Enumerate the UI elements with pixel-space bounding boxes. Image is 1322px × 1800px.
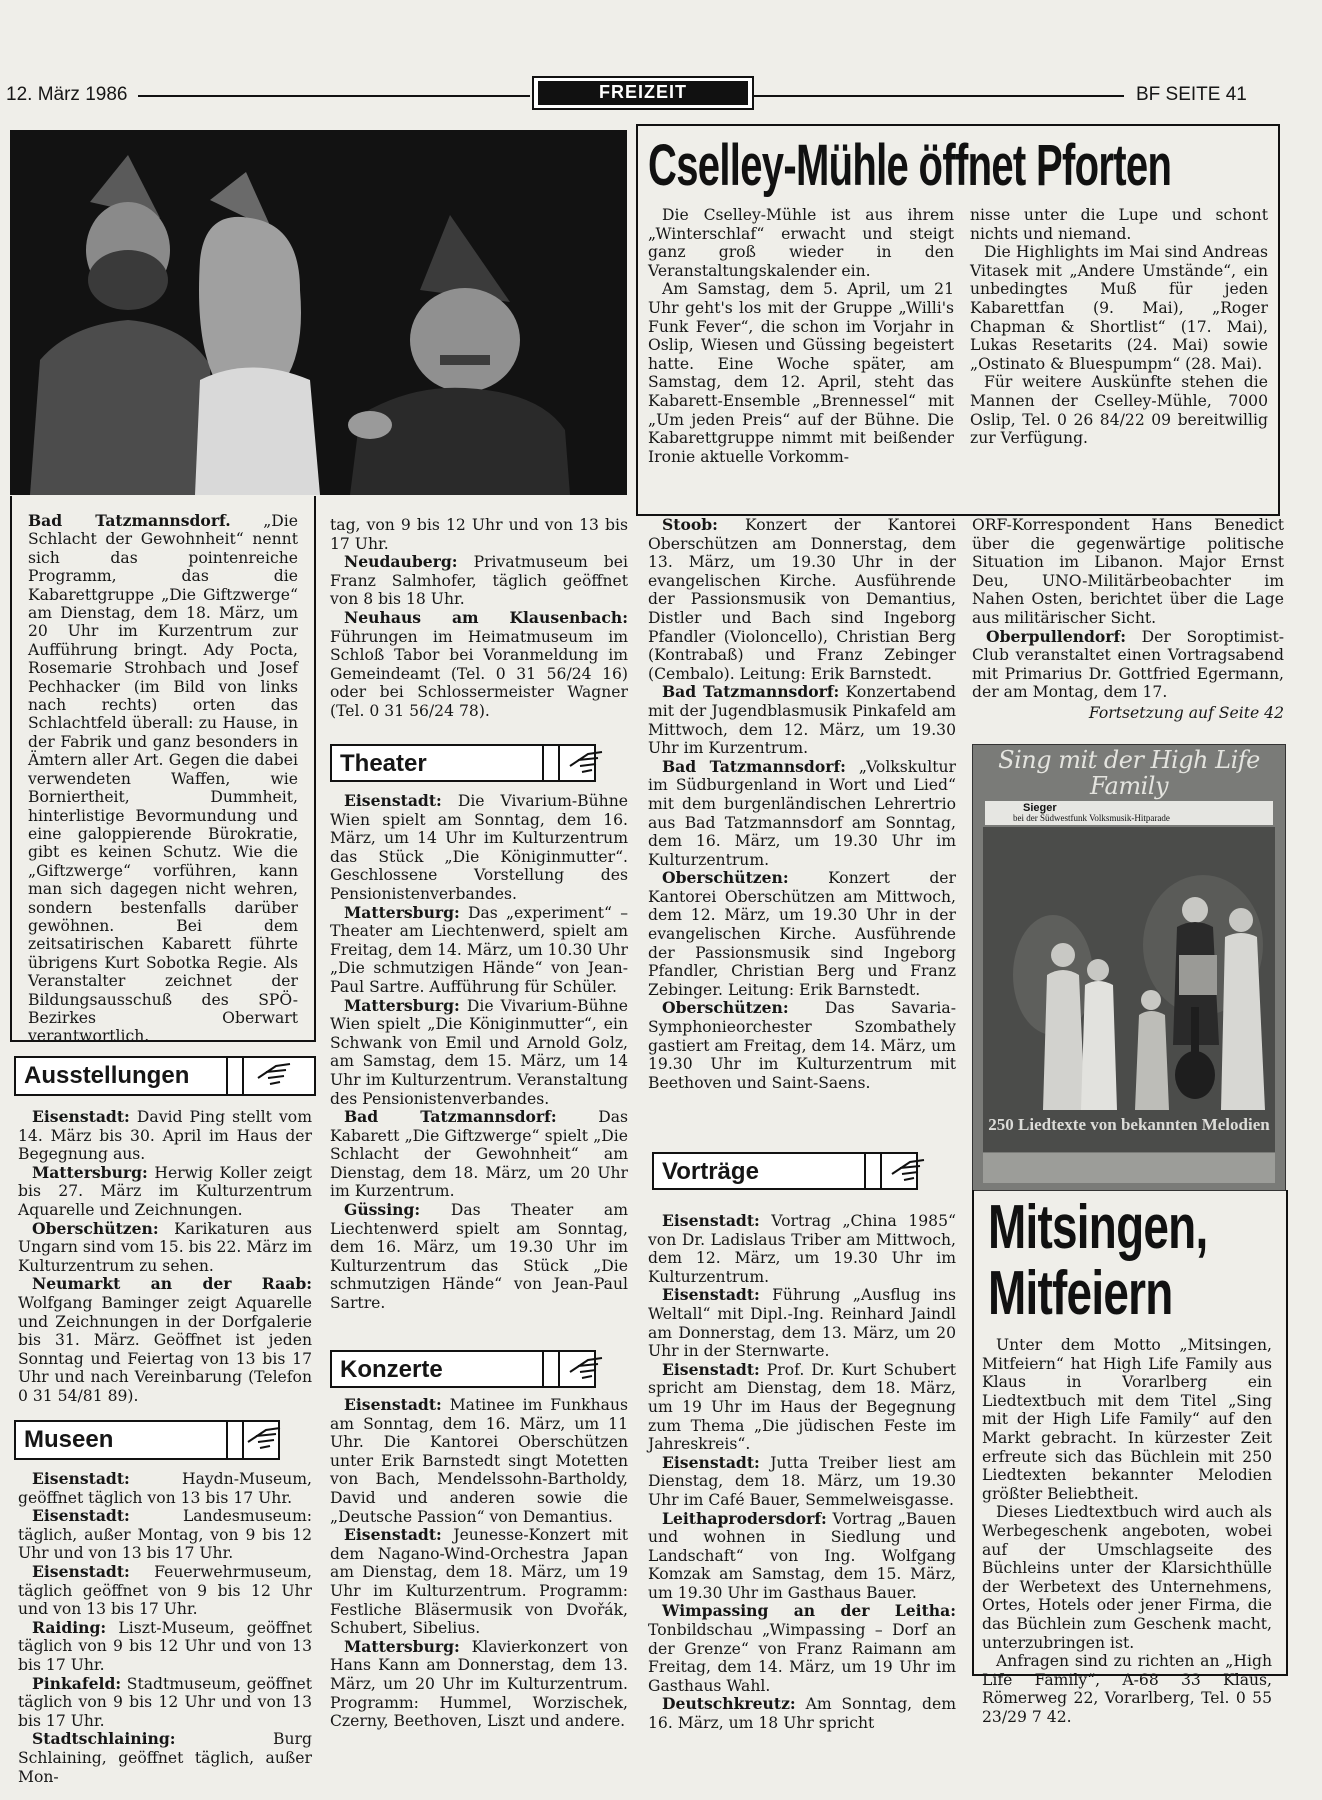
item-place: Raiding: [32,1617,107,1637]
cabaret-photo-illustration [10,130,627,495]
list-item [18,1507,312,1563]
column-4-top [972,516,1284,723]
item-place: Leithaprodersdorf: [662,1508,827,1528]
feature-column-1 [648,206,954,466]
item-place: Oberschützen: [32,1218,159,1238]
album-cover-photo [972,744,1286,1191]
mitsingen-body [982,1336,1272,1726]
caption-place: Bad Tatzmannsdorf. [28,511,231,530]
item-text: Konzert der Kantorei Oberschützen am Donnerstag, dem 13. März, um 19.30 Uhr in der evangelischen Kirche. Ausführende der Passionsmusik von Demantius, Distler und Bach sind Ingeborg Pfandler (Violoncello), Christian Berg (Kontrabaß) und Franz Zebinger (Cembalo). Leitung: Erik Barnstedt. [648,516,956,683]
label-separator [864,1154,882,1188]
feature-paragraph: nisse unter die Lupe und schont nichts und niemand. [970,206,1268,243]
pointing-hand-icon [890,1156,926,1186]
list-item [18,1675,312,1731]
list-item [648,1361,956,1454]
item-place: Oberschützen: [662,868,789,888]
pointing-hand-icon [568,1354,604,1384]
section-title: FREIZEIT [538,81,748,105]
item-text: Der Soroptimist-Club veranstaltet einen Vortragsabend mit Primarius Dr. Gottfried Egermann, der am Montag, dem 17. [972,627,1284,702]
list-item [972,628,1284,702]
pointing-hand-icon [568,748,604,778]
list-item [18,1164,312,1220]
list-item [648,999,956,1092]
item-text: Tonbildschau „Wimpassing – Dorf an der Grenze“ von Franz Raimann am Freitag, dem 14. März, um 19 Uhr im Gasthaus Wahl. [648,1621,956,1695]
list-item [18,1563,312,1619]
list-item [648,758,956,870]
list-item [648,1454,956,1510]
list-item [18,1619,312,1675]
museen-list [18,1470,312,1786]
item-place: Eisenstadt: [32,1107,130,1126]
item-text: Das Savaria-Symphonieorchester Szombathely gastiert am Freitag, dem 14. März, um 19.30 Uhr im Kulturzentrum mit Beethoven und Saint-Saens. [648,999,956,1092]
list-item [330,997,628,1109]
item-place: Eisenstadt: [662,1452,760,1472]
item-text: Jutta Treiber liest am Dienstag, dem 18. März, um 19.30 Uhr im Café Bauer, Semmelweisgasse. [648,1453,956,1509]
museen-continued: tag, von 9 bis 12 Uhr und von 13 bis 17 Uhr. [330,516,628,553]
column-2-top [330,516,628,721]
item-text: Haydn-Museum, geöffnet täglich von 13 bis 17 Uhr. [18,1470,312,1507]
museen-heading: Museen [24,1426,114,1453]
item-place: Bad Tatzmannsdorf: [662,682,840,702]
issue-date: 12. März 1986 [6,84,128,105]
item-text: David Ping stellt vom 14. März bis 30. April im Haus der Begegnung aus. [18,1108,312,1164]
item-text: Die Vivarium-Bühne Wien spielt „Die Königinmutter“, ein Schwank von Emil und Arnold Golz, am Samstag, dem 15. März, um 14 Uhr im Kulturzentrum. Veranstaltung des Pensionistenverbandes. [330,996,628,1108]
list-item [330,1526,628,1638]
konzerte-list [330,1396,628,1731]
item-place: Eisenstadt: [32,1561,130,1581]
page-number: BF SEITE 41 [1136,84,1247,105]
item-place: Mattersburg: [344,902,460,922]
item-text: Konzertabend mit der Jugendblasmusik Pinkafeld am Mittwoch, dem 12. März, um 19.30 Uhr im Kurzentrum. [648,683,956,758]
album-title: Sing mit der High Life Family [998,746,1260,800]
label-separator [226,1422,244,1458]
mitsingen-headline-1: Mitsingen, [988,1193,1208,1262]
konzerte-label-box [330,1350,596,1388]
item-place: Eisenstadt: [32,1506,130,1526]
item-text: Stadtmuseum, geöffnet täglich von 9 bis 12 Uhr und von 13 bis 17 Uhr. [18,1674,312,1730]
list-item [648,1695,956,1732]
item-text: Das „experiment“ – Theater am Liechtenwerd, spielt am Freitag, dem 14. März, um 10.30 Uhr „Die schmutzigen Hände“ von Jean-Paul Sartre. Aufführung für Schüler. [330,903,628,996]
item-place: Oberpullendorf: [986,626,1126,646]
theater-list [330,792,628,1313]
item-text: Vortrag „Bauen und wohnen in Siedlung und Landschaft“ von Ing. Wolfgang Komzak am Samstag, dem 15. März, um 19.30 Uhr im Gasthaus Bauer. [648,1509,956,1602]
item-text: Führungen im Heimatmuseum im Schloß Tabor bei Voranmeldung im Gemeindeamt (Tel. 0 31 56/24 16) oder bei Schlossermeister Wagner (Tel. 0 31 56/24 78). [330,627,628,720]
section-label [532,76,754,110]
item-text: Die Vivarium-Bühne Wien spielt am Sonntag, dem 16. März, um 14 Uhr im Kulturzentrum das Stück „Die Königinmutter“. Geschlossene Vorstellung des Pensionistenverbandes. [330,792,628,903]
item-place: Pinkafeld: [32,1673,122,1693]
item-place: Neuhaus am Klausenbach: [344,607,628,627]
item-place: Eisenstadt: [344,1525,442,1545]
caption-text: „Die Schlacht der Gewohnheit“ nennt sich das pointenreiche Programm, das die Kabarettgruppe „Die Giftzwerge“ am Dienstag, dem 18. März, um 20 Uhr im Kurzentrum zur Aufführung bringt. Ady Pocta, Rosemarie Strohbach und Josef Pechhacker (im Bild von links nach rechts) orten das Schlachtfeld überall: zu Hause, in der Fabrik und ganz besonders in Ämtern aller Art. Gegen die dabei verwendeten Waffen, wie Borniertheit, Dummheit, hinterlistige Bevormundung und eine galoppierende Bürokratie, gibt es keinen Schutz. Wie die „Giftzwerge“ vorführen, kann man sich dagegen nicht wehren, sondern bestenfalls darüber gewöhnen. Bei dem zeitsatirischen Kabarett führte übrigens Kurt Sobotka Regie. Als Veranstalter zeichnet der Bildungsausschuß des SPÖ-Bezirkes Oberwart verantwortlich. [28,512,298,1046]
item-place: Bad Tatzmannsdorf: [344,1107,557,1127]
mitsingen-paragraph: Unter dem Motto „Mitsingen, Mitfeiern“ hat High Life Family aus Klaus in Vorarlberg ein Liedtextbuch mit dem Titel „Sing mit der High Life Family“ auf den Markt gebracht. In kürzester Zeit erfreute sich das Büchlein mit 250 Liedtexten bekannter Melodien größter Beliebtheit. [982,1336,1272,1503]
list-item [648,1602,956,1695]
item-text: Konzert der Kantorei Oberschützen am Mittwoch, dem 12. März, um 19.30 Uhr in der evangelischen Kirche. Ausführende der Passionsmusik sind Ingeborg Pfandler, Christian Berg und Franz Zebinger. Leitung: Erik Barnstedt. [648,869,956,999]
list-item [18,1470,312,1507]
pointing-hand-icon [256,1060,292,1090]
item-place: Stoob: [662,515,718,534]
item-place: Stadtschlaining: [32,1729,176,1749]
list-item [330,904,628,997]
item-text: Burg Schlaining, geöffnet täglich, außer Mon- [18,1730,312,1786]
item-place: Eisenstadt: [32,1469,130,1488]
vortraege-continued: ORF-Korrespondent Hans Benedict über die gegenwärtige politische Situation im Libanon. Major Ernst Deu, UNO-Militärbeobachter im Nahen Osten, berichtet über die Lage aus militärischer Sicht. [972,516,1284,627]
list-item [648,1212,956,1286]
ausstellungen-list [18,1108,312,1406]
feature-paragraph: Für weitere Auskünfte stehen die Mannen der Cselley-Mühle, 7000 Oslip, Tel. 0 26 84/22 09 bereitwillig zur Verfügung. [970,373,1268,448]
vortraege-label-box [652,1152,918,1190]
item-place: Eisenstadt: [662,1211,760,1230]
vortraege-heading: Vorträge [662,1158,759,1185]
item-text: Das Theater am Liechtenwerd spielt am Sonntag, dem 16. März, um 19.30 Uhr im Kulturzentrum das Stück „Die schmutzigen Hände“ von Jean-Paul Sartre. [330,1201,628,1313]
label-separator [542,746,560,780]
item-text: Herwig Koller zeigt bis 27. März im Kulturzentrum Aquarelle und Zeichnungen. [18,1163,312,1219]
list-item [330,1638,628,1731]
item-text: Prof. Dr. Kurt Schubert spricht am Dienstag, dem 18. März, um 19 Uhr im Haus der Begegnung zum Thema „Die jüdischen Feste im Jahreskreis“. [648,1360,956,1454]
pointing-hand-icon [246,1424,282,1454]
item-text: Feuerwehrmuseum, täglich geöffnet von 9 bis 12 Uhr und von 13 bis 17 Uhr. [18,1562,312,1619]
album-bottom-text: 250 Liedtexte von bekannten Melodien [988,1115,1270,1134]
item-text: Matinee im Funkhaus am Sonntag, dem 16. März, um 11 Uhr. Die Kantorei Oberschützen unter Erik Barnstedt singt Motetten von Bach, Mendelssohn-Bartholdy, David und anderen sowie die „Deutsche Passion“ von Demantius. [330,1396,628,1526]
vortraege-list [648,1212,956,1733]
ausstellungen-label-box [14,1056,316,1096]
list-item [330,1396,628,1526]
item-text: Das Kabarett „Die Giftzwerge“ spielt „Die Schlacht der Gewohnheit“ am Dienstag, dem 18. März, um 20 Uhr im Kurzentrum. [330,1108,628,1201]
theater-label-box [330,744,596,782]
theater-heading: Theater [340,750,427,777]
label-separator [542,1352,560,1386]
list-item [648,1286,956,1360]
item-text: Am Sonntag, dem 16. März, um 18 Uhr spricht [648,1695,956,1733]
list-item [648,683,956,757]
item-place: Güssing: [344,1200,421,1220]
ausstellungen-heading: Ausstellungen [24,1062,190,1089]
feature-paragraph: Am Samstag, dem 5. April, um 21 Uhr geht's los mit der Gruppe „Willi's Funk Fever“, die schon im Vorjahr in Oslip, Wiesen und Güssing begeistert hatte. Eine Woche später, am Samstag, dem 12. April, steht das Kabarett-Ensemble „Brennessel“ mit „Um jeden Preis“ auf der Bühne. Die Kabarettgruppe nimmt mit beißender Ironie aktuelle Vorkomm- [648,280,954,466]
mitsingen-paragraph: Dieses Liedtextbuch wird auch als Werbegeschenk angeboten, wobei auf der Umschlagseite des Büchleins unter der Klarsichthülle der Werbetext des Unternehmens, Ortes, Hotels oder jener Firma, die das Büchlein zum Geschenk macht, unterzubringen ist. [982,1503,1272,1652]
item-place: Neudauberg: [344,552,458,572]
mitsingen-headline-2: Mitfeiern [988,1259,1173,1328]
item-place: Deutschkreutz: [662,1694,796,1714]
album-sieger: Sieger [1023,802,1057,814]
list-item [330,553,628,609]
feature-paragraph: Die Highlights im Mai sind Andreas Vitasek mit „Andere Umstände“, ein unbedingtes Muß für jeden Kabarettfan (9. Mai), „Roger Chapman & Shortlist“ (17. Mai), Lukas Resetarits (24. Mai) sowie „Ostinato & Bluespumpm“ (28. Mai). [970,243,1268,373]
item-place: Wimpassing an der Leitha: [662,1601,956,1621]
feature-headline: Cselley-Mühle öffnet Pforten [648,133,1172,198]
header-rule-left [138,95,530,97]
list-item [18,1108,312,1164]
item-place: Mattersburg: [32,1162,148,1182]
list-item [648,516,956,683]
item-place: Bad Tatzmannsdorf: [662,756,846,776]
label-separator [226,1058,244,1094]
list-item [330,609,628,721]
item-text: Vortrag „China 1985“ von Dr. Ladislaus Triber am Mittwoch, dem 12. März, um 19.30 Uhr im Kulturzentrum. [648,1212,956,1286]
konzerte-heading: Konzerte [340,1356,443,1383]
list-item [330,792,628,904]
item-text: Wolfgang Baminger zeigt Aquarelle und Zeichnungen in der Dorfgalerie bis 31. März. Geöffnet ist jeden Sonntag und Feiertag von 13 bis 17 Uhr und nach Vereinbarung (Telefon 0 31 54/81 89). [18,1293,312,1405]
item-place: Eisenstadt: [344,1395,442,1414]
item-place: Mattersburg: [344,995,460,1015]
item-text: Karikaturen aus Ungarn sind vom 15. bis 22. März im Kulturzentrum zu sehen. [18,1219,312,1275]
item-text: „Volkskultur im Südburgenland in Wort und Lied“ mit dem burgenländischen Lehrertrio aus Bad Tatzmannsdorf am Sonntag, dem 16. März, um 19.30 Uhr im Kulturzentrum. [648,757,956,869]
item-text: Landesmuseum: täglich, außer Montag, von 9 bis 12 Uhr und von 13 bis 17 Uhr. [18,1507,312,1563]
item-place: Neumarkt an der Raab: [32,1274,312,1294]
photo-caption [28,512,298,1046]
item-text: Privatmuseum bei Franz Salmhofer, täglich geöffnet von 8 bis 18 Uhr. [330,553,628,609]
feature-paragraph: Die Cselley-Mühle ist aus ihrem „Winterschlaf“ erwacht und steigt ganz groß wieder in den Veranstaltungskalender ein. [648,206,954,280]
list-item [648,869,956,999]
mitsingen-paragraph: Anfragen sind zu richten an „High Life Family“, A-68 33 Klaus, Römerweg 22, Vorarlberg, Tel. 0 55 23/29 7 42. [982,1652,1272,1726]
konzerte-list-continued [648,516,956,1092]
album-subtitle: bei der Südwestfunk Volksmusik-Hitparade [1013,813,1170,823]
list-item [330,1201,628,1313]
museen-label-box [14,1420,280,1460]
continue-note: Fortsetzung auf Seite 42 [1088,703,1284,722]
item-text: Klavierkonzert von Hans Kann am Donnerstag, dem 13. März, um 20 Uhr im Kulturzentrum. Programm: Hummel, Worzischek, Czerny, Beethoven, Liszt und andere. [330,1637,628,1731]
list-item [648,1510,956,1603]
item-text: Führung „Ausflug ins Weltall“ mit Dipl.-Ing. Reinhard Jaindl am Donnerstag, dem 13. März, um 20 Uhr in der Sternwarte. [648,1286,956,1361]
list-item [18,1220,312,1276]
item-place: Oberschützen: [662,998,789,1018]
header-rule-right [754,95,1124,97]
item-place: Eisenstadt: [344,791,442,810]
item-place: Mattersburg: [344,1636,460,1656]
item-place: Eisenstadt: [662,1359,760,1379]
cabaret-photo [10,130,627,495]
list-item [18,1730,312,1786]
list-item [18,1275,312,1405]
list-item [330,1108,628,1201]
item-text: Jeunesse-Konzert mit dem Nagano-Wind-Orchestra Japan am Dienstag, dem 18. März, um 19 Uhr im Kulturzentrum. Programm: Festliche Bläsermusik von Dvořák, Schubert, Sibelius. [330,1526,628,1638]
feature-column-2 [970,206,1268,448]
item-text: Liszt-Museum, geöffnet täglich von 9 bis 12 Uhr und von 13 bis 17 Uhr. [18,1618,312,1674]
item-place: Eisenstadt: [662,1285,760,1305]
